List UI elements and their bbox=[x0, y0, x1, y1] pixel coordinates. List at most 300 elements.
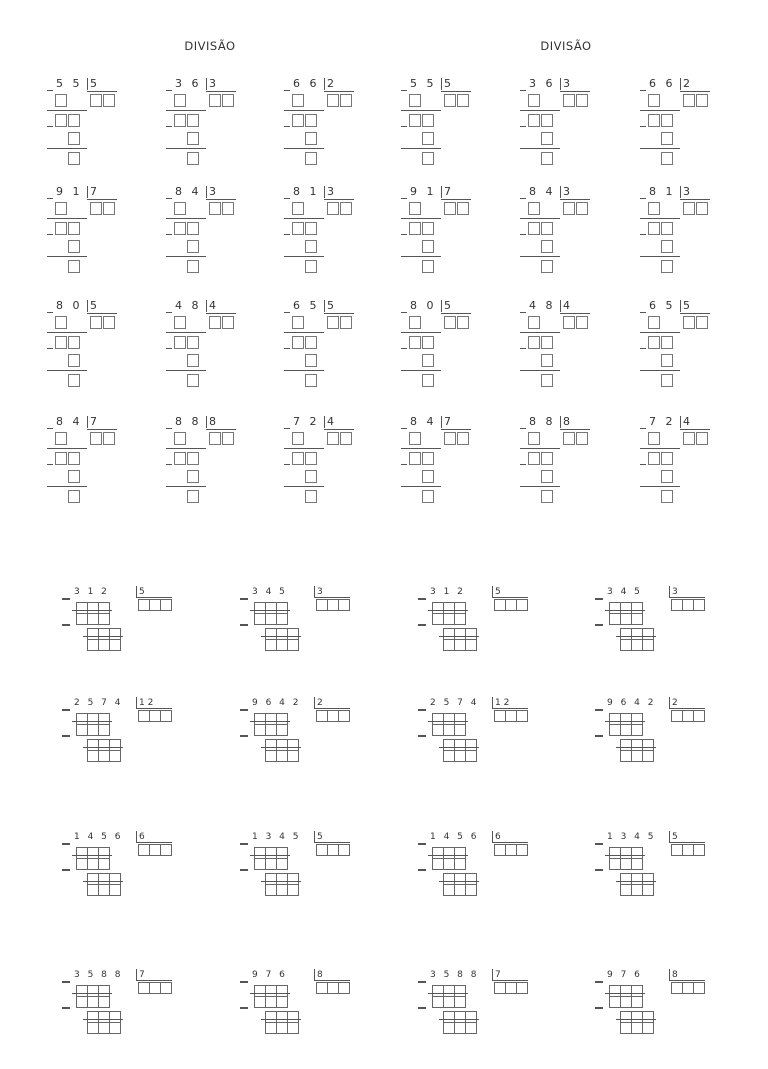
subtraction-line bbox=[401, 370, 441, 371]
minus-sign bbox=[640, 428, 646, 429]
subtraction-line bbox=[284, 332, 324, 333]
work-grid bbox=[432, 602, 466, 625]
division-bar bbox=[136, 597, 172, 598]
minus-sign bbox=[640, 312, 646, 313]
minus-sign bbox=[284, 90, 290, 91]
minus-sign bbox=[595, 735, 603, 737]
minus-sign bbox=[62, 709, 70, 711]
answer-box bbox=[661, 240, 673, 253]
division-problem bbox=[595, 586, 705, 686]
work-grid bbox=[87, 628, 121, 651]
answer-box bbox=[541, 490, 553, 503]
answer-box bbox=[68, 354, 80, 367]
answer-box bbox=[55, 316, 67, 329]
subtraction-line bbox=[640, 332, 680, 333]
minus-sign bbox=[640, 464, 646, 465]
quotient-box bbox=[457, 202, 469, 215]
subtraction-line bbox=[520, 448, 560, 449]
answer-box bbox=[68, 336, 80, 349]
divisor: 5 bbox=[441, 78, 451, 90]
minus-sign bbox=[284, 348, 290, 349]
quotient-box bbox=[103, 202, 115, 215]
answer-box bbox=[528, 452, 540, 465]
work-grid bbox=[609, 985, 643, 1008]
subtraction-line bbox=[284, 148, 324, 149]
answer-box bbox=[422, 374, 434, 387]
dividend: 9 6 4 2 bbox=[252, 698, 301, 708]
dividend: 3 1 2 bbox=[430, 587, 466, 597]
subtraction-line bbox=[47, 148, 87, 149]
subtraction-line bbox=[439, 881, 479, 882]
minus-sign bbox=[62, 843, 70, 845]
division-bar bbox=[314, 842, 350, 843]
answer-box bbox=[68, 374, 80, 387]
quotient-box bbox=[90, 202, 102, 215]
subtraction-line bbox=[640, 486, 680, 487]
answer-box bbox=[187, 114, 199, 127]
answer-box bbox=[187, 490, 199, 503]
division-bar bbox=[324, 199, 354, 200]
dividend: 9 7 6 bbox=[607, 970, 643, 980]
minus-sign bbox=[166, 90, 172, 91]
answer-box bbox=[541, 152, 553, 165]
subtraction-line bbox=[640, 218, 680, 219]
minus-sign bbox=[401, 90, 407, 91]
subtraction-line bbox=[605, 721, 645, 722]
quotient-box bbox=[563, 432, 575, 445]
subtraction-line bbox=[47, 332, 87, 333]
quotient-box bbox=[340, 94, 352, 107]
subtraction-line bbox=[401, 486, 441, 487]
worksheet-title-left: DIVISÃO bbox=[184, 39, 236, 53]
subtraction-line bbox=[261, 636, 301, 637]
minus-sign bbox=[418, 598, 426, 600]
quotient-box bbox=[576, 94, 588, 107]
minus-sign bbox=[595, 869, 603, 871]
answer-box bbox=[305, 222, 317, 235]
division-bar bbox=[314, 980, 350, 981]
answer-box bbox=[528, 316, 540, 329]
minus-sign bbox=[595, 624, 603, 626]
minus-sign bbox=[47, 464, 53, 465]
answer-box bbox=[648, 316, 660, 329]
subtraction-line bbox=[640, 370, 680, 371]
answer-box bbox=[661, 260, 673, 273]
subtraction-line bbox=[284, 370, 324, 371]
divisor: 5 bbox=[136, 586, 145, 598]
subtraction-line bbox=[616, 881, 656, 882]
work-grid bbox=[609, 602, 643, 625]
answer-box bbox=[292, 316, 304, 329]
division-bar bbox=[87, 91, 117, 92]
minus-sign bbox=[62, 598, 70, 600]
subtraction-line bbox=[616, 1019, 656, 1020]
work-grid bbox=[432, 847, 466, 870]
answer-box bbox=[541, 132, 553, 145]
answer-box bbox=[55, 94, 67, 107]
minus-sign bbox=[520, 312, 526, 313]
minus-sign bbox=[166, 198, 172, 199]
dividend: 8 4 bbox=[529, 185, 556, 198]
subtraction-line bbox=[166, 370, 206, 371]
answer-box bbox=[174, 432, 186, 445]
answer-box bbox=[305, 354, 317, 367]
subtraction-line bbox=[428, 855, 468, 856]
work-grid bbox=[620, 739, 654, 762]
minus-sign bbox=[284, 198, 290, 199]
subtraction-line bbox=[83, 1019, 123, 1020]
division-problem bbox=[520, 298, 610, 398]
division-bar bbox=[560, 429, 590, 430]
work-grid bbox=[87, 739, 121, 762]
minus-sign bbox=[284, 234, 290, 235]
division-bar bbox=[492, 597, 528, 598]
minus-sign bbox=[401, 348, 407, 349]
subtraction-line bbox=[520, 218, 560, 219]
quotient-box bbox=[340, 202, 352, 215]
dividend: 6 5 bbox=[649, 299, 676, 312]
minus-sign bbox=[418, 981, 426, 983]
division-problem bbox=[418, 586, 528, 686]
quotient-box bbox=[696, 432, 708, 445]
answer-box bbox=[422, 132, 434, 145]
division-problem bbox=[62, 697, 172, 797]
subtraction-line bbox=[250, 855, 290, 856]
minus-sign bbox=[47, 312, 53, 313]
quotient-box bbox=[576, 432, 588, 445]
work-grid bbox=[76, 713, 110, 736]
division-bar bbox=[314, 597, 350, 598]
division-bar bbox=[560, 91, 590, 92]
quotient-box bbox=[683, 432, 695, 445]
work-grid bbox=[443, 739, 477, 762]
dividend: 3 6 bbox=[175, 77, 202, 90]
quotient-box bbox=[90, 94, 102, 107]
dividend: 4 8 bbox=[175, 299, 202, 312]
answer-box bbox=[305, 240, 317, 253]
answer-box bbox=[409, 114, 421, 127]
work-grid bbox=[620, 628, 654, 651]
divisor: 5 bbox=[87, 300, 97, 312]
quotient-boxes bbox=[316, 710, 350, 722]
dividend: 6 6 bbox=[293, 77, 320, 90]
subtraction-line bbox=[439, 636, 479, 637]
answer-box bbox=[292, 336, 304, 349]
minus-sign bbox=[401, 234, 407, 235]
answer-box bbox=[187, 222, 199, 235]
minus-sign bbox=[47, 348, 53, 349]
answer-box bbox=[55, 432, 67, 445]
dividend: 3 4 5 bbox=[607, 587, 643, 597]
work-grid bbox=[254, 985, 288, 1008]
quotient-box bbox=[340, 316, 352, 329]
work-grid bbox=[76, 602, 110, 625]
subtraction-line bbox=[640, 448, 680, 449]
divisor: 8 bbox=[560, 416, 570, 428]
subtraction-line bbox=[284, 448, 324, 449]
division-problem bbox=[166, 184, 256, 284]
subtraction-line bbox=[166, 110, 206, 111]
divisor: 8 bbox=[669, 969, 678, 981]
minus-sign bbox=[166, 234, 172, 235]
division-problem bbox=[284, 298, 374, 398]
answer-box bbox=[648, 94, 660, 107]
divisor: 1 2 bbox=[492, 697, 509, 709]
quotient-box bbox=[327, 94, 339, 107]
division-bar bbox=[680, 91, 710, 92]
dividend: 8 8 bbox=[529, 415, 556, 428]
subtraction-line bbox=[47, 486, 87, 487]
answer-box bbox=[55, 202, 67, 215]
answer-box bbox=[292, 114, 304, 127]
answer-box bbox=[661, 452, 673, 465]
answer-box bbox=[661, 470, 673, 483]
minus-sign bbox=[640, 348, 646, 349]
answer-box bbox=[541, 374, 553, 387]
dividend: 3 1 2 bbox=[74, 587, 110, 597]
quotient-boxes bbox=[671, 844, 705, 856]
answer-box bbox=[187, 374, 199, 387]
dividend: 6 6 bbox=[649, 77, 676, 90]
division-bar bbox=[87, 429, 117, 430]
divisor: 7 bbox=[441, 416, 451, 428]
answer-box bbox=[187, 260, 199, 273]
minus-sign bbox=[62, 735, 70, 737]
subtraction-line bbox=[605, 610, 645, 611]
dividend: 2 5 7 4 bbox=[74, 698, 123, 708]
minus-sign bbox=[166, 312, 172, 313]
answer-box bbox=[541, 114, 553, 127]
quotient-box bbox=[209, 432, 221, 445]
division-problem bbox=[640, 298, 730, 398]
division-problem bbox=[595, 831, 705, 931]
division-problem bbox=[47, 298, 137, 398]
subtraction-line bbox=[166, 486, 206, 487]
answer-box bbox=[409, 316, 421, 329]
quotient-box bbox=[222, 316, 234, 329]
dividend: 6 5 bbox=[293, 299, 320, 312]
minus-sign bbox=[166, 126, 172, 127]
subtraction-line bbox=[401, 110, 441, 111]
answer-box bbox=[305, 132, 317, 145]
minus-sign bbox=[640, 234, 646, 235]
answer-box bbox=[648, 202, 660, 215]
dividend: 1 3 4 5 bbox=[252, 832, 301, 842]
division-problem bbox=[418, 831, 528, 931]
dividend: 4 8 bbox=[529, 299, 556, 312]
division-problem bbox=[520, 184, 610, 284]
subtraction-line bbox=[284, 256, 324, 257]
quotient-box bbox=[327, 432, 339, 445]
work-grid bbox=[87, 873, 121, 896]
answer-box bbox=[422, 470, 434, 483]
dividend: 9 6 4 2 bbox=[607, 698, 656, 708]
answer-box bbox=[541, 470, 553, 483]
answer-box bbox=[292, 202, 304, 215]
answer-box bbox=[661, 354, 673, 367]
answer-box bbox=[305, 470, 317, 483]
division-bar bbox=[136, 980, 172, 981]
quotient-box bbox=[103, 94, 115, 107]
minus-sign bbox=[520, 126, 526, 127]
division-problem bbox=[166, 76, 256, 176]
answer-box bbox=[174, 452, 186, 465]
minus-sign bbox=[62, 869, 70, 871]
division-problem bbox=[284, 76, 374, 176]
divisor: 3 bbox=[669, 586, 678, 598]
subtraction-line bbox=[261, 747, 301, 748]
answer-box bbox=[305, 374, 317, 387]
answer-box bbox=[305, 490, 317, 503]
answer-box bbox=[409, 336, 421, 349]
answer-box bbox=[409, 222, 421, 235]
subtraction-line bbox=[166, 256, 206, 257]
subtraction-line bbox=[520, 370, 560, 371]
divisor: 3 bbox=[324, 186, 334, 198]
subtraction-line bbox=[428, 993, 468, 994]
quotient-box bbox=[90, 316, 102, 329]
work-grid bbox=[265, 873, 299, 896]
divisor: 7 bbox=[492, 969, 501, 981]
subtraction-line bbox=[616, 747, 656, 748]
quotient-box bbox=[209, 202, 221, 215]
divisor: 1 2 bbox=[136, 697, 153, 709]
division-problem bbox=[640, 414, 730, 514]
quotient-boxes bbox=[494, 982, 528, 994]
dividend: 8 4 bbox=[56, 415, 83, 428]
quotient-box bbox=[683, 202, 695, 215]
quotient-box bbox=[103, 432, 115, 445]
subtraction-line bbox=[250, 993, 290, 994]
division-problem bbox=[520, 414, 610, 514]
answer-box bbox=[68, 222, 80, 235]
divisor: 6 bbox=[492, 831, 501, 843]
answer-box bbox=[661, 152, 673, 165]
answer-box bbox=[305, 336, 317, 349]
minus-sign bbox=[62, 981, 70, 983]
divisor: 3 bbox=[560, 78, 570, 90]
minus-sign bbox=[520, 90, 526, 91]
answer-box bbox=[528, 114, 540, 127]
answer-box bbox=[305, 452, 317, 465]
dividend: 1 4 5 6 bbox=[74, 832, 123, 842]
work-grid bbox=[432, 713, 466, 736]
division-bar bbox=[136, 842, 172, 843]
dividend: 8 1 bbox=[649, 185, 676, 198]
division-problem bbox=[240, 831, 350, 931]
subtraction-line bbox=[47, 256, 87, 257]
quotient-box bbox=[209, 94, 221, 107]
divisor: 5 bbox=[87, 78, 97, 90]
answer-box bbox=[68, 152, 80, 165]
minus-sign bbox=[166, 348, 172, 349]
division-bar bbox=[324, 91, 354, 92]
answer-box bbox=[187, 132, 199, 145]
quotient-boxes bbox=[316, 982, 350, 994]
answer-box bbox=[541, 240, 553, 253]
quotient-box bbox=[457, 432, 469, 445]
work-grid bbox=[443, 628, 477, 651]
division-problem bbox=[595, 969, 705, 1069]
answer-box bbox=[648, 336, 660, 349]
division-bar bbox=[441, 199, 471, 200]
answer-box bbox=[174, 316, 186, 329]
quotient-boxes bbox=[316, 844, 350, 856]
subtraction-line bbox=[72, 855, 112, 856]
quotient-box bbox=[103, 316, 115, 329]
quotient-boxes bbox=[671, 599, 705, 611]
work-grid bbox=[609, 713, 643, 736]
answer-box bbox=[292, 452, 304, 465]
subtraction-line bbox=[284, 110, 324, 111]
subtraction-line bbox=[47, 448, 87, 449]
quotient-boxes bbox=[138, 982, 172, 994]
dividend: 8 0 bbox=[410, 299, 437, 312]
divisor: 6 bbox=[136, 831, 145, 843]
division-problem bbox=[62, 969, 172, 1069]
answer-box bbox=[661, 132, 673, 145]
division-bar bbox=[492, 980, 528, 981]
work-grid bbox=[254, 602, 288, 625]
dividend: 9 1 bbox=[56, 185, 83, 198]
division-bar bbox=[492, 842, 528, 843]
quotient-box bbox=[576, 316, 588, 329]
divisor: 5 bbox=[669, 831, 678, 843]
dividend: 2 5 7 4 bbox=[430, 698, 479, 708]
division-bar bbox=[680, 199, 710, 200]
minus-sign bbox=[240, 981, 248, 983]
answer-box bbox=[187, 152, 199, 165]
answer-box bbox=[661, 490, 673, 503]
quotient-box bbox=[563, 202, 575, 215]
minus-sign bbox=[47, 198, 53, 199]
answer-box bbox=[68, 240, 80, 253]
answer-box bbox=[187, 240, 199, 253]
divisor: 5 bbox=[441, 300, 451, 312]
worksheet-title-right: DIVISÃO bbox=[540, 39, 592, 53]
answer-box bbox=[661, 114, 673, 127]
answer-box bbox=[55, 222, 67, 235]
dividend: 5 5 bbox=[410, 77, 437, 90]
minus-sign bbox=[640, 90, 646, 91]
subtraction-line bbox=[401, 148, 441, 149]
division-problem bbox=[166, 298, 256, 398]
division-problem bbox=[418, 969, 528, 1069]
minus-sign bbox=[62, 1007, 70, 1009]
subtraction-line bbox=[605, 993, 645, 994]
minus-sign bbox=[284, 428, 290, 429]
subtraction-line bbox=[520, 486, 560, 487]
divisor: 3 bbox=[206, 186, 216, 198]
dividend: 3 6 bbox=[529, 77, 556, 90]
answer-box bbox=[648, 222, 660, 235]
subtraction-line bbox=[83, 747, 123, 748]
subtraction-line bbox=[401, 332, 441, 333]
dividend: 7 2 bbox=[649, 415, 676, 428]
division-bar bbox=[680, 313, 710, 314]
minus-sign bbox=[240, 1007, 248, 1009]
quotient-box bbox=[563, 94, 575, 107]
minus-sign bbox=[401, 312, 407, 313]
subtraction-line bbox=[72, 993, 112, 994]
minus-sign bbox=[47, 126, 53, 127]
division-problem bbox=[401, 184, 491, 284]
subtraction-line bbox=[520, 256, 560, 257]
divisor: 4 bbox=[680, 416, 690, 428]
division-bar bbox=[324, 313, 354, 314]
answer-box bbox=[292, 432, 304, 445]
answer-box bbox=[187, 470, 199, 483]
